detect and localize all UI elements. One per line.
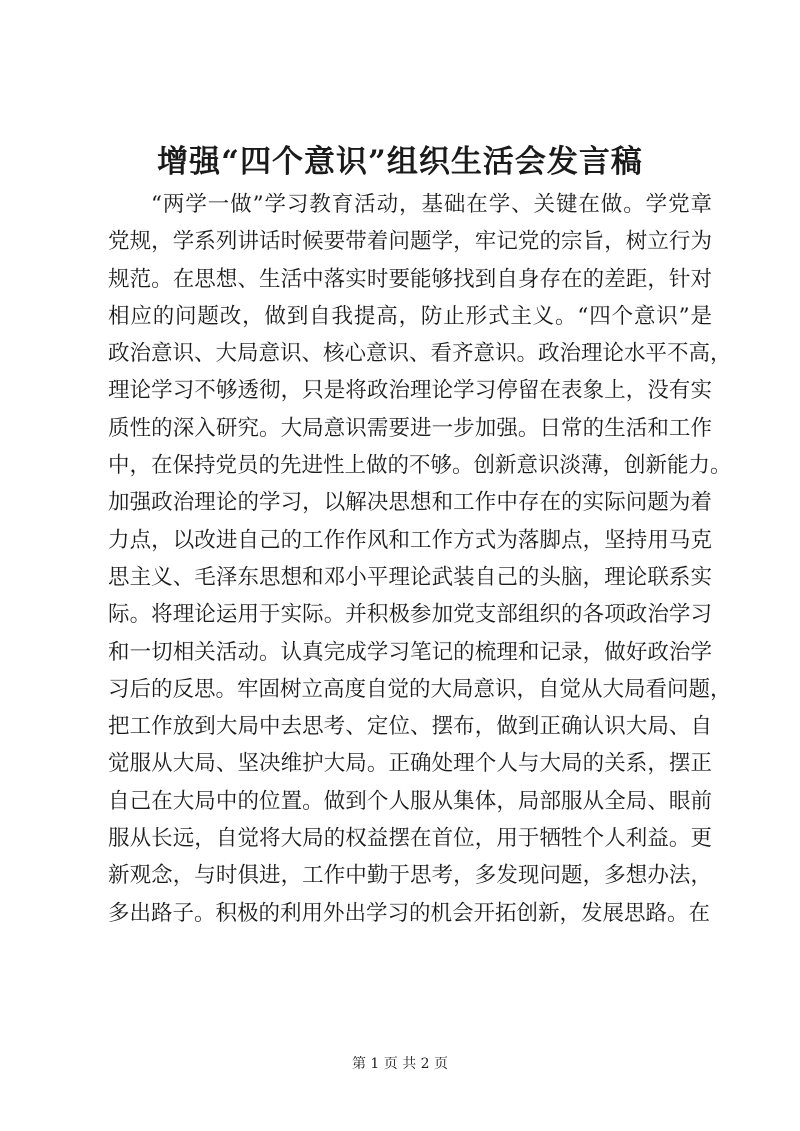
paragraph-line: 服从长远，自觉将大局的权益摆在首位，用于牺牲个人利益。更	[108, 826, 712, 852]
document-body	[108, 186, 732, 932]
page-footer: 第 1 页 共 2 页	[351, 1056, 449, 1072]
paragraph-line: 新观念，与时俱进，工作中勤于思考，多发现问题，多想办法，	[108, 863, 712, 889]
paragraph-line: 理论学习不够透彻，只是将政治理论学习停留在表象上，没有实	[108, 378, 712, 404]
paragraph-line: 思主义、毛泽东思想和邓小平理论武装自己的头脑，理论联系实	[108, 564, 712, 590]
paragraph-line: 多出路子。积极的利用外出学习的机会开拓创新，发展思路。在	[108, 900, 711, 926]
paragraph-line: 规范。在思想、生活中落实时要能够找到自身存在的差距，针对	[108, 266, 712, 292]
paragraph-line: “两学一做”学习教育活动，基础在学、关键在做。学党章	[151, 192, 712, 217]
paragraph-line: 习后的反思。牢固树立高度自觉的大局意识，自觉从大局看问题，	[108, 676, 732, 702]
paragraph-line: 和一切相关活动。认真完成学习笔记的梳理和记录，做好政治学	[108, 639, 712, 665]
paragraph-line: 政治意识、大局意识、核心意识、看齐意识。政治理论水平不高，	[108, 341, 732, 367]
paragraph-line: 相应的问题改，做到自我提高，防止形式主义。“四个意识”是	[108, 303, 712, 329]
paragraph-line: 觉服从大局、坚决维护大局。正确处理个人与大局的关系，摆正	[108, 751, 712, 777]
paragraph-line: 际。将理论运用于实际。并积极参加党支部组织的各项政治学习	[108, 602, 712, 628]
paragraph-line: 质性的深入研究。大局意识需要进一步加强。日常的生活和工作	[108, 415, 712, 441]
paragraph-line: 中，在保持党员的先进性上做的不够。创新意识淡薄，创新能力。	[108, 453, 732, 479]
paragraph-line: 党规，学系列讲话时候要带着问题学，牢记党的宗旨，树立行为	[108, 229, 712, 255]
paragraph-line: 自己在大局中的位置。做到个人服从集体，局部服从全局、眼前	[108, 788, 712, 814]
paragraph-line: 加强政治理论的学习，以解决思想和工作中存在的实际问题为着	[108, 490, 712, 516]
paragraph-line: 把工作放到大局中去思考、定位、摆布，做到正确认识大局、自	[108, 714, 712, 740]
paragraph-line: 力点，以改进自己的工作作风和工作方式为落脚点，坚持用马克	[108, 527, 712, 553]
document-title: 增强“四个意识”组织生活会发言稿	[157, 144, 643, 180]
